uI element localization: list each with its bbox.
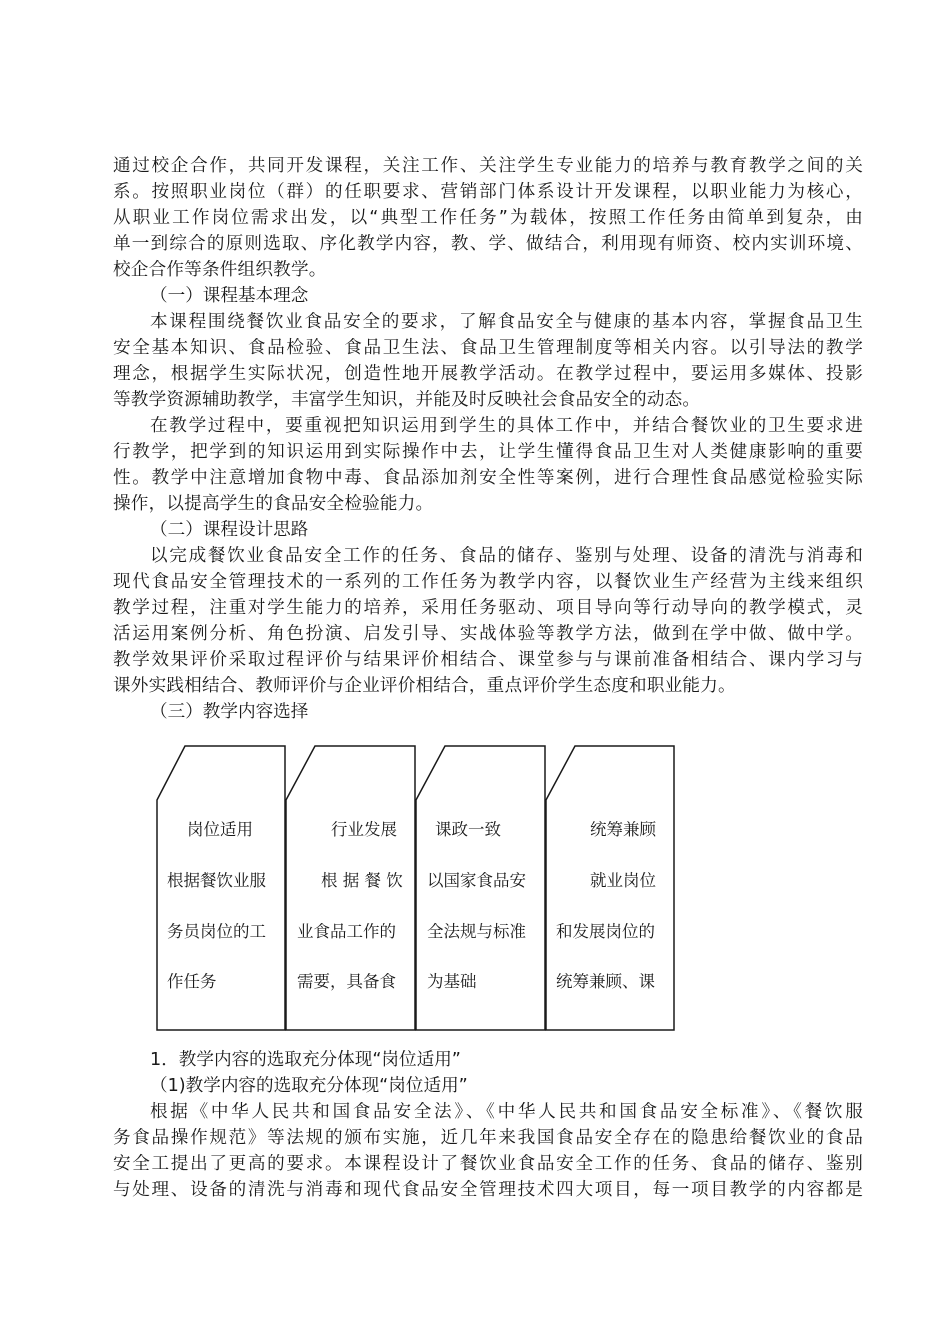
- card-line: 业食品工作的: [297, 922, 396, 941]
- text-line: 以完成餐饮业食品安全工作的任务、食品的储存、鉴别与处理、设备的清洗与消毒和: [150, 546, 863, 566]
- content-selection-diagram: [150, 742, 680, 1038]
- card-line: 作任务: [167, 972, 217, 991]
- text-line: 教学效果评价采取过程评价与结果评价相结合、课堂参与与课前准备相结合、课内学习与: [113, 650, 863, 670]
- card-title: 课政一致: [435, 820, 501, 839]
- text-line: 等教学资源辅助教学，丰富学生知识，并能及时反映社会食品安全的动态。: [113, 390, 701, 410]
- card-title: 统筹兼顾: [590, 820, 656, 839]
- text-line: 行教学，把学到的知识运用到实际操作中去，让学生懂得食品卫生对人类健康影响的重要: [113, 442, 863, 462]
- text-line: 系。按照职业岗位（群）的任职要求、营销部门体系设计开发课程，以职业能力为核心，: [113, 182, 863, 202]
- text-line: 性。教学中注意增加食物中毒、食品添加剂安全性等案例，进行合理性食品感觉检验实际: [113, 468, 863, 488]
- card-line: 就业岗位: [590, 871, 656, 890]
- text-line: 现代食品安全管理技术的一系列的工作任务为教学内容，以餐饮业生产经营为主线来组织: [113, 572, 863, 592]
- section-heading-content-selection: （三）教学内容选择: [150, 702, 309, 722]
- text-line: 安全工提出了更高的要求。本课程设计了餐饮业食品安全工作的任务、食品的储存、鉴别: [113, 1154, 863, 1174]
- card-line: 需要，具备食: [297, 972, 396, 991]
- card-line: 为基础: [427, 972, 477, 991]
- card-line: 全法规与标准: [427, 922, 526, 941]
- section-heading-design-idea: （二）课程设计思路: [150, 520, 309, 540]
- card-title: 岗位适用: [187, 820, 253, 839]
- text-line: 校企合作等条件组织教学。: [113, 260, 327, 280]
- text-line: 与处理、设备的清洗与消毒和现代食品安全管理技术四大项目，每一项目教学的内容都是: [113, 1180, 863, 1200]
- card-title: 行业发展: [331, 820, 397, 839]
- text-line: 安全基本知识、食品检验、食品卫生法、食品卫生管理制度等相关内容。以引导法的教学: [113, 338, 863, 358]
- card-line: 根据餐饮业服: [167, 871, 266, 890]
- text-line: 教学过程，注重对学生能力的培养，采用任务驱动、项目导向等行动导向的教学模式，灵: [113, 598, 863, 618]
- text-line: 根据《中华人民共和国食品安全法》、《中华人民共和国食品安全标准》、《餐饮服: [150, 1102, 863, 1122]
- subsection-heading: 1．教学内容的选取充分体现“岗位适用”: [150, 1050, 461, 1070]
- card-line: 和发展岗位的: [556, 922, 655, 941]
- card-line: 以国家食品安: [427, 871, 526, 890]
- text-line: 务食品操作规范》等法规的颁布实施，近几年来我国食品安全存在的隐患给餐饮业的食品: [113, 1128, 863, 1148]
- text-line: 单一到综合的原则选取、序化教学内容，教、学、做结合，利用现有师资、校内实训环境、: [113, 234, 863, 254]
- text-line: 本课程围绕餐饮业食品安全的要求，了解食品安全与健康的基本内容，掌握食品卫生: [150, 312, 863, 332]
- section-heading-basic-concept: （一）课程基本理念: [150, 286, 309, 306]
- text-line: 通过校企合作，共同开发课程，关注工作、关注学生专业能力的培养与教育教学之间的关: [113, 156, 863, 176]
- card-line: 统筹兼顾、课: [556, 972, 655, 991]
- text-line: 活运用案例分析、角色扮演、启发引导、实战体验等教学方法，做到在学中做、做中学。: [113, 624, 863, 644]
- text-line: 在教学过程中，要重视把知识运用到学生的具体工作中，并结合餐饮业的卫生要求进: [150, 416, 863, 436]
- text-line: 从职业工作岗位需求出发，以“典型工作任务”为载体，按照工作任务由简单到复杂，由: [113, 208, 863, 228]
- text-line: 理念，根据学生实际状况，创造性地开展教学活动。在教学过程中，要运用多媒体、投影: [113, 364, 863, 384]
- text-line: 操作，以提高学生的食品安全检验能力。: [113, 494, 434, 514]
- card-line: 根 据 餐 饮: [321, 871, 403, 890]
- card-line: 务员岗位的工: [167, 922, 266, 941]
- subsection-subheading: （1)教学内容的选取充分体现“岗位适用”: [150, 1076, 468, 1096]
- text-line: 课外实践相结合、教师评价与企业评价相结合，重点评价学生态度和职业能力。: [113, 676, 736, 696]
